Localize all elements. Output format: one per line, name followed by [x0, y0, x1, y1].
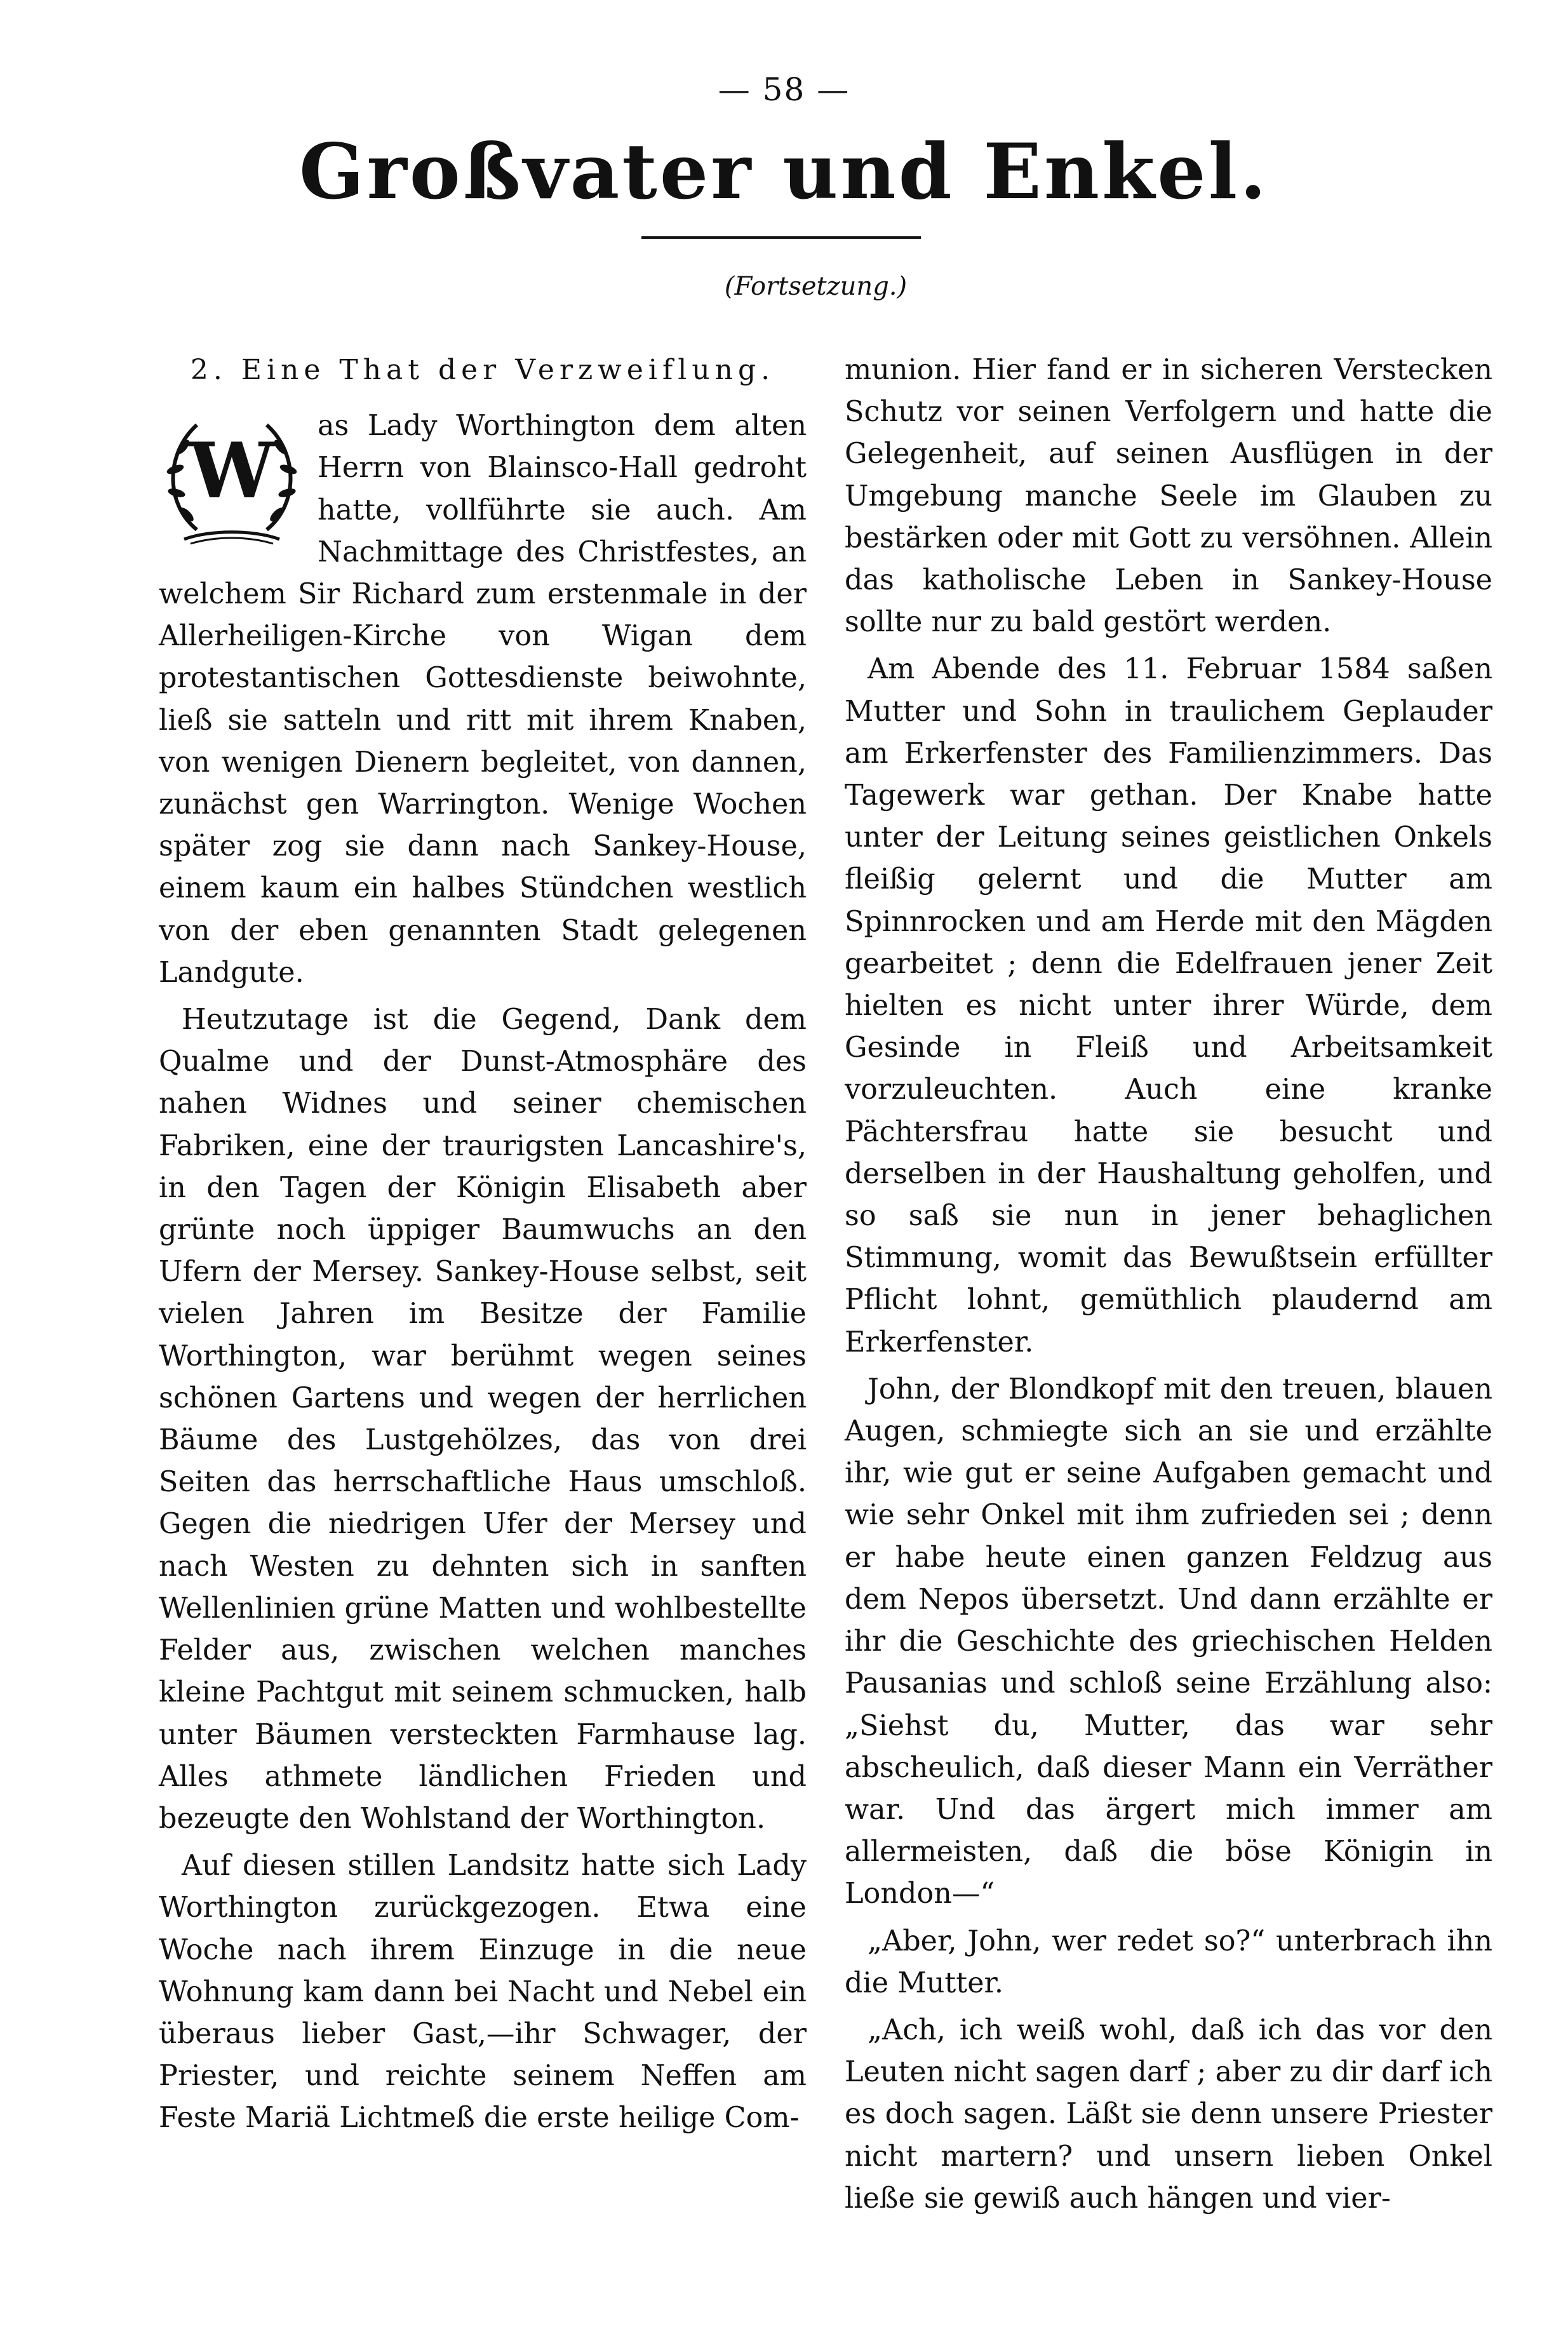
paragraph: Auf diesen stillen Landsitz hatte sich Lady Worthington zurückgezogen. Etwa eine Woche nach ihrem Einzuge in die neue Wohnung kam dann bei Nacht und Nebel ein überaus lieber Gast,—ihr Schwager, der Priester, und reichte seinem Neffen am Feste Mariä Lichtmeß die erste heilige Com- — [159, 1849, 807, 2135]
paragraph: as Lady Worthington dem alten Herrn von Blainsco-Hall gedroht hatte, vollführte sie auch. Am Nachmittage des Christfestes, an welchem Sir Richard zum erstenmale in der Allerheiligen-Kirche von Wigan dem protestantischen Gottesdienste beiwohnte, ließ sie satteln und ritt mit ihrem Knaben, von wenigen Dienern begleitet, von dannen, zunächst gen Warrington. Wenige Wochen später zog sie dann nach Sankey-House, einem kaum ein halbes Stündchen westlich von der eben genannten Stadt gelegenen Landgute. — [159, 410, 807, 989]
paragraph: „Aber, John, wer redet so?“ unterbrach ihn die Mutter. — [845, 1924, 1492, 1999]
dropcap-ornament — [159, 409, 305, 552]
section-heading: 2. Eine That der Verzweiflung. — [190, 354, 775, 386]
paragraph: Am Abende des 11. Februar 1584 saßen Mutter und Sohn in traulichem Geplauder am Erkerfenster des Familienzimmers. Das Tagewerk war gethan. Der Knabe hatte unter der Leitung seines geistlichen Onkels fleißig gelernt und die Mutter am Spinnrocken und am Herde mit den Mägden gearbeitet ; denn die Edelfrauen jener Zeit hielten es nicht unter ihrer Würde, dem Gesinde in Fleiß und Arbeitsamkeit vorzuleuchten. Auch eine kranke Pächtersfrau hatte sie besucht und derselben in der Haushaltung geholfen, und so saß sie nun in jener behaglichen Stimmung, womit das Bewußtsein erfüllter Pflicht lohnt, gemüthlich plaudernd am Erkerfenster. — [845, 653, 1492, 1359]
paragraph: John, der Blondkopf mit den treuen, blauen Augen, schmiegte sich an sie und erzählte ihr, wie gut er seine Aufgaben gemacht und wie sehr Onkel mit ihm zufrieden sei ; denn er habe heute einen ganzen Feldzug aus dem Nepos übersetzt. Und dann erzählte er ihr die Geschichte des griechischen Helden Pausanias und schloß seine Erzählung also: „Siehst du, Mutter, das war sehr abscheulich, daß dieser Mann ein Verräther war. Und das ärgert mich immer am allermeisten, daß die böse Königin in London—“ — [845, 1373, 1492, 1910]
left-column — [159, 349, 807, 2145]
title-rule — [641, 236, 921, 239]
paragraph: Heutzutage ist die Gegend, Dank dem Qualme und der Dunst-Atmosphäre des nahen Widnes und seiner chemischen Fabriken, eine der traurigsten Lancashire's, in den Tagen der Königin Elisabeth aber grünte noch üppiger Baumwuchs an den Ufern der Mersey. Sankey-House selbst, seit vielen Jahren im Besitze der Familie Worthington, war berühmt wegen seines schönen Gartens und wegen der herrlichen Bäume des Lustgehölzes, das von drei Seiten das herrschaftliche Haus umschloß. Gegen die niedrigen Ufer der Mersey und nach Westen zu dehnten sich in sanften Wellenlinien grüne Matten und wohlbestellte Felder aus, zwischen welchen manches kleine Pachtgut mit seinem schmucken, halb unter Bäumen versteckten Farmhause lag. Alles athmete ländlichen Frieden und bezeugte den Wohlstand der Worthington. — [159, 1004, 807, 1835]
right-column — [845, 349, 1492, 2225]
paragraph: munion. Hier fand er in sicheren Verstecken Schutz vor seinen Verfolgern und hatte die Gelegenheit, auf seinen Ausflügen in der Umgebung manche Seele im Glauben zu bestärken oder mit Gott zu versöhnen. Allein das katholische Leben in Sankey-House sollte nur zu bald gestört werden. — [845, 354, 1492, 639]
dropcap-letter: W — [189, 426, 275, 516]
paragraph: „Ach, ich weiß wohl, daß ich das vor den Leuten nicht sagen darf ; aber zu dir darf ich es doch sagen. Läßt sie denn unsere Priester nicht martern? und unsern lieben Onkel ließe sie gewiß auch hängen und vier- — [845, 2013, 1492, 2215]
page-subtitle: (Fortsetzung.) — [724, 272, 908, 301]
page-number: — 58 — — [718, 71, 850, 108]
page-title: Großvater und Enkel. — [299, 127, 1269, 217]
